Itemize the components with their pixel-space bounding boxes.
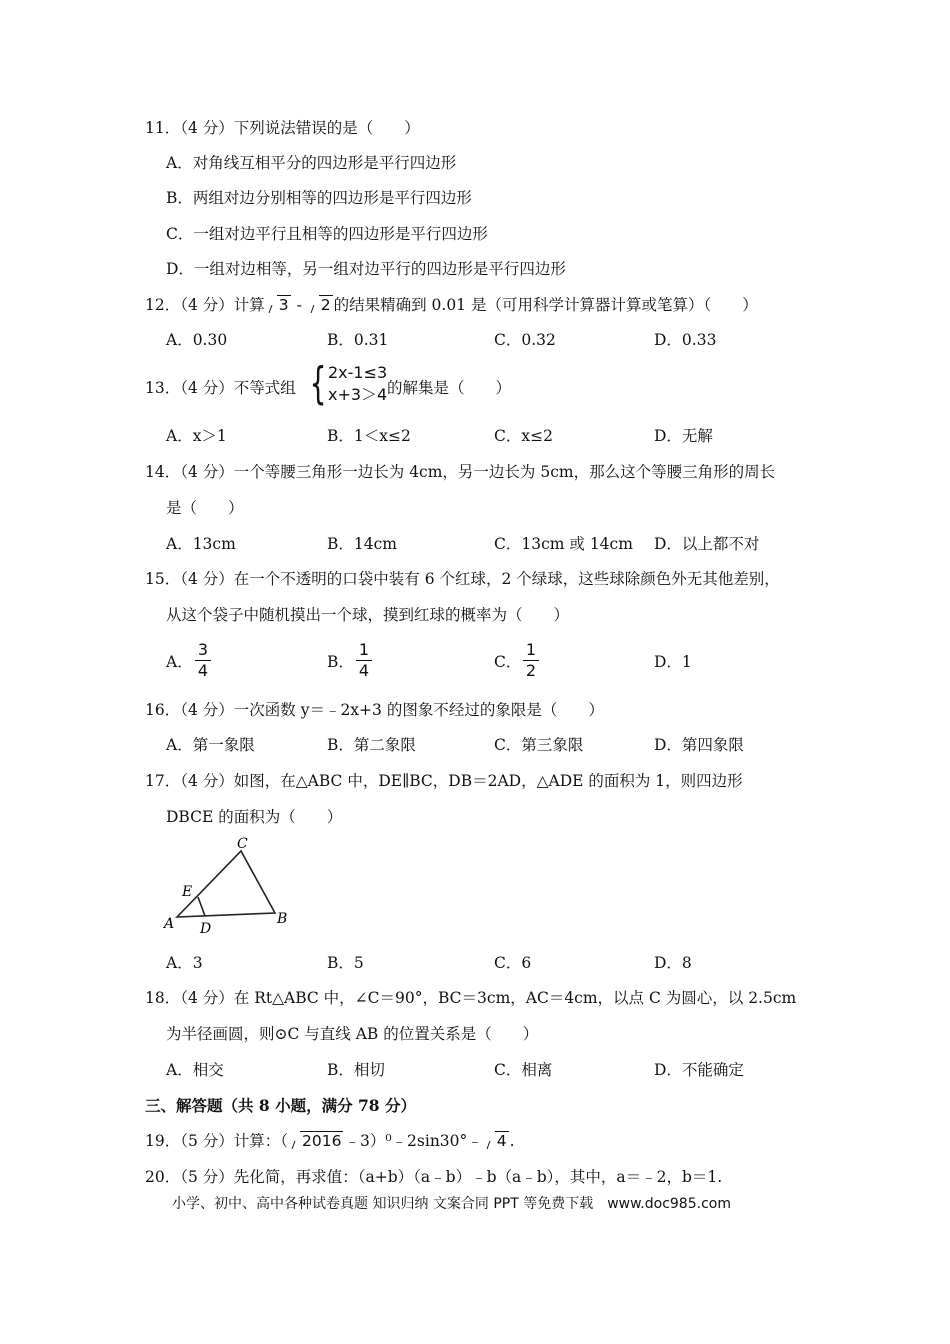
q15-stem-line1: 15．（4 分）在一个不透明的口袋中装有 6 个红球，2 个绿球，这些球除颜色外无其他差别， xyxy=(145,570,780,588)
q14-stem-line2: 是（ ） xyxy=(166,499,244,517)
q11-option-b: B．两组对边分别相等的四边形是平行四边形 xyxy=(166,189,472,207)
sqrt2016-radical xyxy=(289,1131,343,1151)
q18-option-d: D．不能确定 xyxy=(654,1061,744,1079)
segment-de xyxy=(198,897,205,916)
fraction-numerator: 1 xyxy=(523,640,539,661)
left-brace: { xyxy=(309,358,327,409)
inequality-2: x+3＞4 xyxy=(328,385,388,404)
q16-option-a: A．第一象限 xyxy=(166,736,255,754)
q17-stem-line2: DBCE 的面积为（ ） xyxy=(166,808,343,826)
fraction-numerator: 3 xyxy=(195,640,211,661)
q12-option-a: A．0.30 xyxy=(166,331,228,349)
vertex-label-c: C xyxy=(237,836,248,852)
sqrt3-radicand: 3 xyxy=(278,296,289,314)
q15-option-c-label: C． xyxy=(494,653,522,671)
q16-option-d: D．第四象限 xyxy=(654,736,744,754)
q16-option-c: C．第三象限 xyxy=(494,736,584,754)
q18-stem-line1: 18．（4 分）在 Rt△ABC 中，∠C＝90°，BC＝3cm，AC＝4cm，以点 C 为圆心，以 2.5cm xyxy=(145,989,797,1007)
vertex-label-d: D xyxy=(200,921,212,937)
q11-option-a: A．对角线互相平分的四边形是平行四边形 xyxy=(166,154,457,172)
q15-option-b-label: B． xyxy=(327,653,354,671)
q14-option-b: B．14cm xyxy=(327,535,397,553)
q12-option-b: B．0.31 xyxy=(327,331,389,349)
q13-option-a: A．x＞1 xyxy=(166,427,227,445)
sqrt4-radical xyxy=(484,1131,509,1151)
q12-stem xyxy=(145,295,758,315)
sqrt2016-radicand: 2016 xyxy=(302,1132,342,1150)
vertex-label-e: E xyxy=(182,884,193,900)
q17-option-d: D．8 xyxy=(654,954,692,972)
q13-suffix: 的解集是（ ） xyxy=(387,379,512,397)
q14-option-a: A．13cm xyxy=(166,535,236,553)
q17-option-b: B．5 xyxy=(327,954,364,972)
q18-option-b: B．相切 xyxy=(327,1061,385,1079)
sqrt2-radicand: 2 xyxy=(320,296,331,314)
q14-option-c: C．13cm 或 14cm xyxy=(494,535,633,553)
q13-option-c: C．x≤2 xyxy=(494,427,553,445)
q19-end: . xyxy=(509,1132,515,1150)
vertex-label-b: B xyxy=(277,911,288,927)
sqrt3-radical xyxy=(266,295,291,315)
inequality-1: 2x-1≤3 xyxy=(328,363,388,382)
q18-stem-line2: 为半径画圆，则⊙C 与直线 AB 的位置关系是（ ） xyxy=(166,1025,539,1043)
q15-stem-line2: 从这个袋子中随机摸出一个球，摸到红球的概率为（ ） xyxy=(166,606,570,624)
fraction-denominator: 4 xyxy=(197,661,209,680)
q12-suffix: 的结果精确到 0.01 是（可用科学计算器计算或笔算）（ ） xyxy=(333,296,758,314)
q16-stem: 16．（4 分）一次函数 y＝﹣2x+3 的图象不经过的象限是（ ） xyxy=(145,701,604,719)
q15-option-a-label: A． xyxy=(166,653,193,671)
sqrt2-radical xyxy=(308,295,333,315)
footer-watermark: 小学、初中、高中各种试卷真题 知识归纳 文案合同 PPT 等免费下载 www.doc985.com xyxy=(172,1196,731,1212)
fraction-denominator: 2 xyxy=(525,661,537,680)
q15-option-d: D．1 xyxy=(654,653,692,671)
q15-option-a-fraction xyxy=(195,640,211,681)
q13-prefix: 13．（4 分）不等式组 xyxy=(145,379,296,397)
section-heading: 三、解答题（共 8 小题，满分 78 分） xyxy=(145,1096,416,1115)
q19-middle: ﹣3）⁰﹣2sin30°﹣ xyxy=(344,1132,483,1150)
q19-stem xyxy=(145,1131,515,1151)
inequality-system xyxy=(304,358,388,409)
vertex-label-a: A xyxy=(164,916,175,932)
q18-option-c: C．相离 xyxy=(494,1061,553,1079)
q11-option-c: C．一组对边平行且相等的四边形是平行四边形 xyxy=(166,225,488,243)
q20-stem: 20．（5 分）先化简，再求值：（a+b）（a﹣b）﹣b（a﹣b），其中，a＝﹣2，b＝1. xyxy=(145,1168,723,1186)
q17-stem-line1: 17．（4 分）如图，在△ABC 中，DE∥BC，DB＝2AD，△ADE 的面积为 1，则四边形 xyxy=(145,772,743,790)
q15-option-b-fraction xyxy=(356,640,372,681)
sqrt4-radicand: 4 xyxy=(496,1132,507,1150)
q14-stem-line1: 14．（4 分）一个等腰三角形一边长为 4cm，另一边长为 5cm，那么这个等腰三角形的周长 xyxy=(145,463,776,481)
q16-option-b: B．第二象限 xyxy=(327,736,416,754)
q13-option-b: B．1＜x≤2 xyxy=(327,427,411,445)
q12-option-d: D．0.33 xyxy=(654,331,717,349)
q12-minus: - xyxy=(291,296,307,314)
q11-option-d: D．一组对边相等，另一组对边平行的四边形是平行四边形 xyxy=(166,260,566,278)
q13-option-d: D．无解 xyxy=(654,427,713,445)
fraction-denominator: 4 xyxy=(358,661,370,680)
q15-option-c-fraction xyxy=(523,640,539,681)
fraction-numerator: 1 xyxy=(356,640,372,661)
q12-option-c: C．0.32 xyxy=(494,331,556,349)
triangle-figure xyxy=(160,834,300,938)
q17-option-c: C．6 xyxy=(494,954,532,972)
q19-prefix: 19．（5 分）计算：（ xyxy=(145,1132,289,1150)
q17-option-a: A．3 xyxy=(166,954,203,972)
q18-option-a: A．相交 xyxy=(166,1061,224,1079)
q11-stem: 11．（4 分）下列说法错误的是（ ） xyxy=(145,119,420,137)
q14-option-d: D．以上都不对 xyxy=(654,535,760,553)
q12-prefix: 12．（4 分）计算 xyxy=(145,296,265,314)
